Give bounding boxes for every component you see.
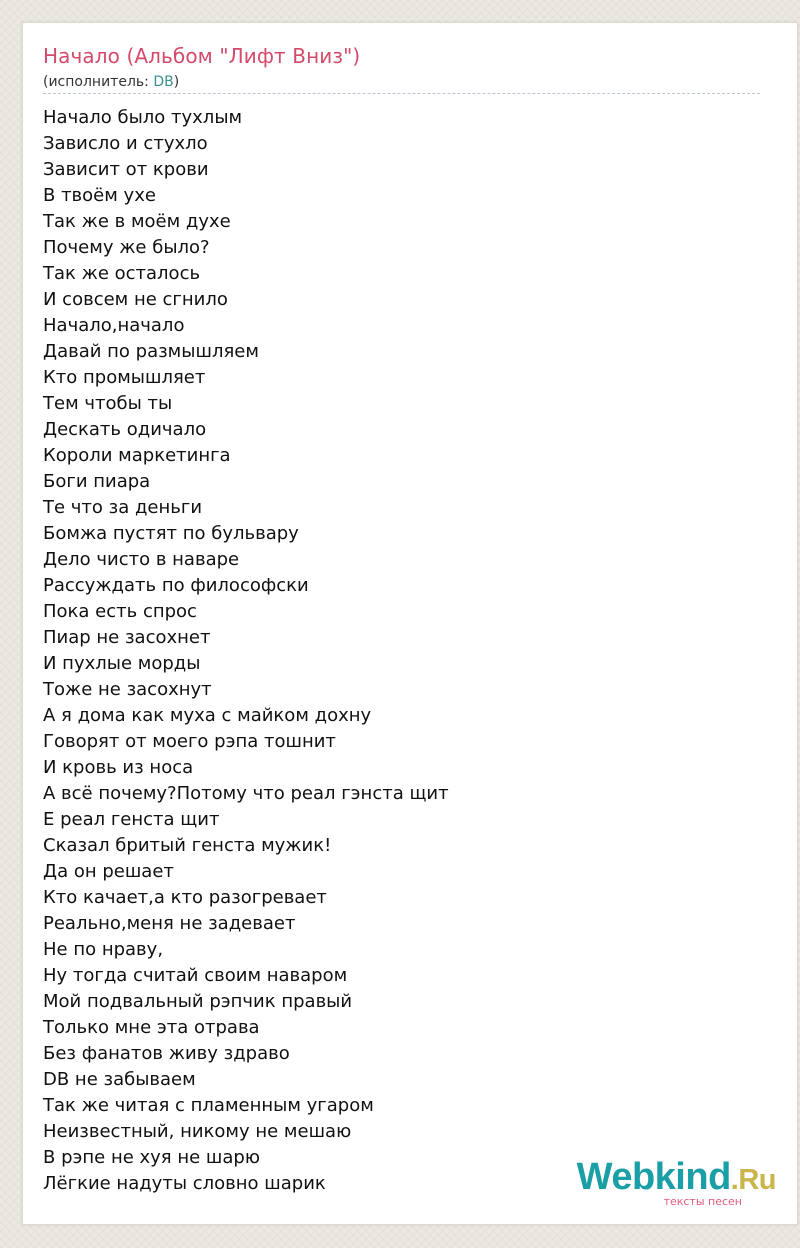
lyric-line: Говорят от моего рэпа тошнит — [43, 731, 336, 752]
lyric-line: Давай по размышляем — [43, 341, 259, 362]
lyric-line: Неизвестный, никому не мешаю — [43, 1121, 352, 1142]
lyric-line: В твоём ухе — [43, 185, 156, 206]
logo-wordmark — [577, 1158, 776, 1199]
lyric-line: Сказал бритый генста мужик! — [43, 835, 332, 856]
logo-tld: .Ru — [730, 1164, 776, 1196]
lyric-line: Тем чтобы ты — [43, 393, 173, 414]
logo-name: Webkind — [576, 1156, 731, 1198]
lyric-line: Пока есть спрос — [43, 601, 197, 622]
lyric-line: Е реал генста щит — [43, 809, 220, 830]
lyric-line: Почему же было? — [43, 237, 210, 258]
artist-prefix: (исполнитель: — [43, 74, 154, 90]
lyric-line: Так же читая с пламенным угаром — [43, 1095, 374, 1116]
lyric-line: Реально,меня не задевает — [43, 913, 296, 934]
artist-link[interactable]: DB — [153, 74, 174, 90]
lyric-line: В рэпе не хуя не шарю — [43, 1147, 261, 1168]
lyric-line: Кто промышляет — [43, 367, 206, 388]
lyrics-text — [43, 105, 449, 1197]
title-divider — [43, 93, 760, 94]
lyric-line: А я дома как муха с майком дохну — [43, 705, 372, 726]
lyric-line: Начало,начало — [43, 315, 185, 336]
lyric-line: Да он решает — [43, 861, 174, 882]
artist-line — [43, 74, 179, 90]
lyric-line: Только мне эта отрава — [43, 1017, 260, 1038]
lyric-line: Пиар не засохнет — [43, 627, 211, 648]
lyric-line: И совсем не сгнило — [43, 289, 228, 310]
lyric-line: Без фанатов живу здраво — [43, 1043, 290, 1064]
lyric-line: Короли маркетинга — [43, 445, 231, 466]
lyric-line: Рассуждать по философски — [43, 575, 309, 596]
lyric-line: Лёгкие надуты словно шарик — [43, 1173, 326, 1194]
lyric-line: Дело чисто в наваре — [43, 549, 240, 570]
lyric-line: DB не забываем — [43, 1069, 196, 1090]
lyric-line: Зависло и стухло — [43, 133, 208, 154]
logo-tagline: тексты песен — [663, 1195, 742, 1208]
lyric-line: И пухлые морды — [43, 653, 201, 674]
lyric-line: Начало было тухлым — [43, 107, 243, 128]
artist-suffix: ) — [173, 74, 180, 90]
lyric-line: Боги пиара — [43, 471, 151, 492]
lyric-line: Не по нраву, — [43, 939, 164, 960]
lyric-line: Так же в моём духе — [43, 211, 231, 232]
lyric-line: Зависит от крови — [43, 159, 209, 180]
lyrics-page — [22, 22, 798, 1225]
lyric-line: Мой подвальный рэпчик правый — [43, 991, 353, 1012]
lyric-line: Бомжа пустят по бульвару — [43, 523, 299, 544]
lyric-line: Тоже не засохнут — [43, 679, 212, 700]
lyric-line: Ну тогда считай своим наваром — [43, 965, 348, 986]
lyric-line: Те что за деньги — [43, 497, 203, 518]
lyric-line: А всё почему?Потому что реал гэнста щит — [43, 783, 449, 804]
lyric-line: Так же осталось — [43, 263, 201, 284]
song-title: Начало (Альбом "Лифт Вниз") — [43, 44, 361, 68]
lyric-line: Дескать одичало — [43, 419, 207, 440]
lyric-line: И кровь из носа — [43, 757, 194, 778]
site-logo[interactable] — [577, 1158, 776, 1208]
lyric-line: Кто качает,а кто разогревает — [43, 887, 327, 908]
